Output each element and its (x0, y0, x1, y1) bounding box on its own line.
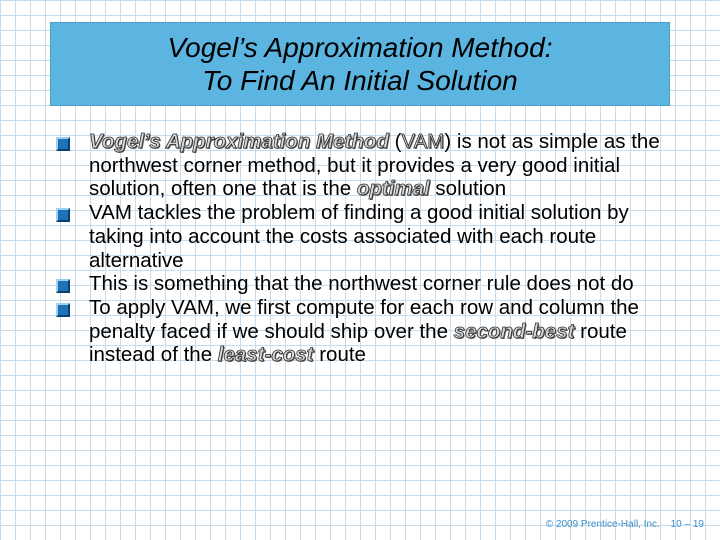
optimal-term: optimal (356, 177, 430, 201)
slide-title-line-2: To Find An Initial Solution (202, 65, 518, 96)
bullet-item-vam-definition (55, 130, 675, 201)
square-bullet-icon (56, 137, 70, 151)
bullet-item-apply-vam (55, 296, 675, 367)
second-best-term: second-best (453, 319, 575, 343)
square-bullet-icon (56, 303, 70, 317)
bullet-text: To apply VAM, we first compute for each row and column the penalty faced if we should ship over the (89, 295, 639, 343)
bullet-text: route (313, 343, 366, 367)
bullet-text: route instead of the (89, 319, 627, 367)
slide-footer (546, 519, 704, 530)
vam-term: Vogel’s Approximation Method (89, 130, 389, 153)
page-number: 10 – 19 (670, 519, 704, 530)
bullet-text: This is something that the northwest corner rule does not do (89, 272, 634, 296)
square-bullet-icon (56, 208, 70, 222)
vam-abbreviation: VAM (401, 130, 445, 153)
bullet-item-vam-costs (55, 201, 675, 272)
bullet-item-northwest-comparison (55, 272, 675, 296)
bullet-text: ( (388, 130, 402, 153)
least-cost-term: least-cost (217, 343, 314, 367)
bullet-list (55, 130, 675, 367)
bullet-text: ) is not as simple as the northwest corner method, but it provides a very good initial solution, often one that is the (89, 130, 660, 201)
slide-title-line-1: Vogel’s Approximation Method: (167, 32, 553, 63)
square-bullet-icon (56, 279, 70, 293)
copyright-notice: © 2009 Prentice-Hall, Inc. (545, 519, 660, 530)
bullet-text: VAM tackles the problem of finding a good initial solution by taking into account the costs associated with each route alternative (89, 201, 629, 272)
bullet-text: solution (429, 177, 507, 201)
slide-title-box (50, 22, 670, 106)
